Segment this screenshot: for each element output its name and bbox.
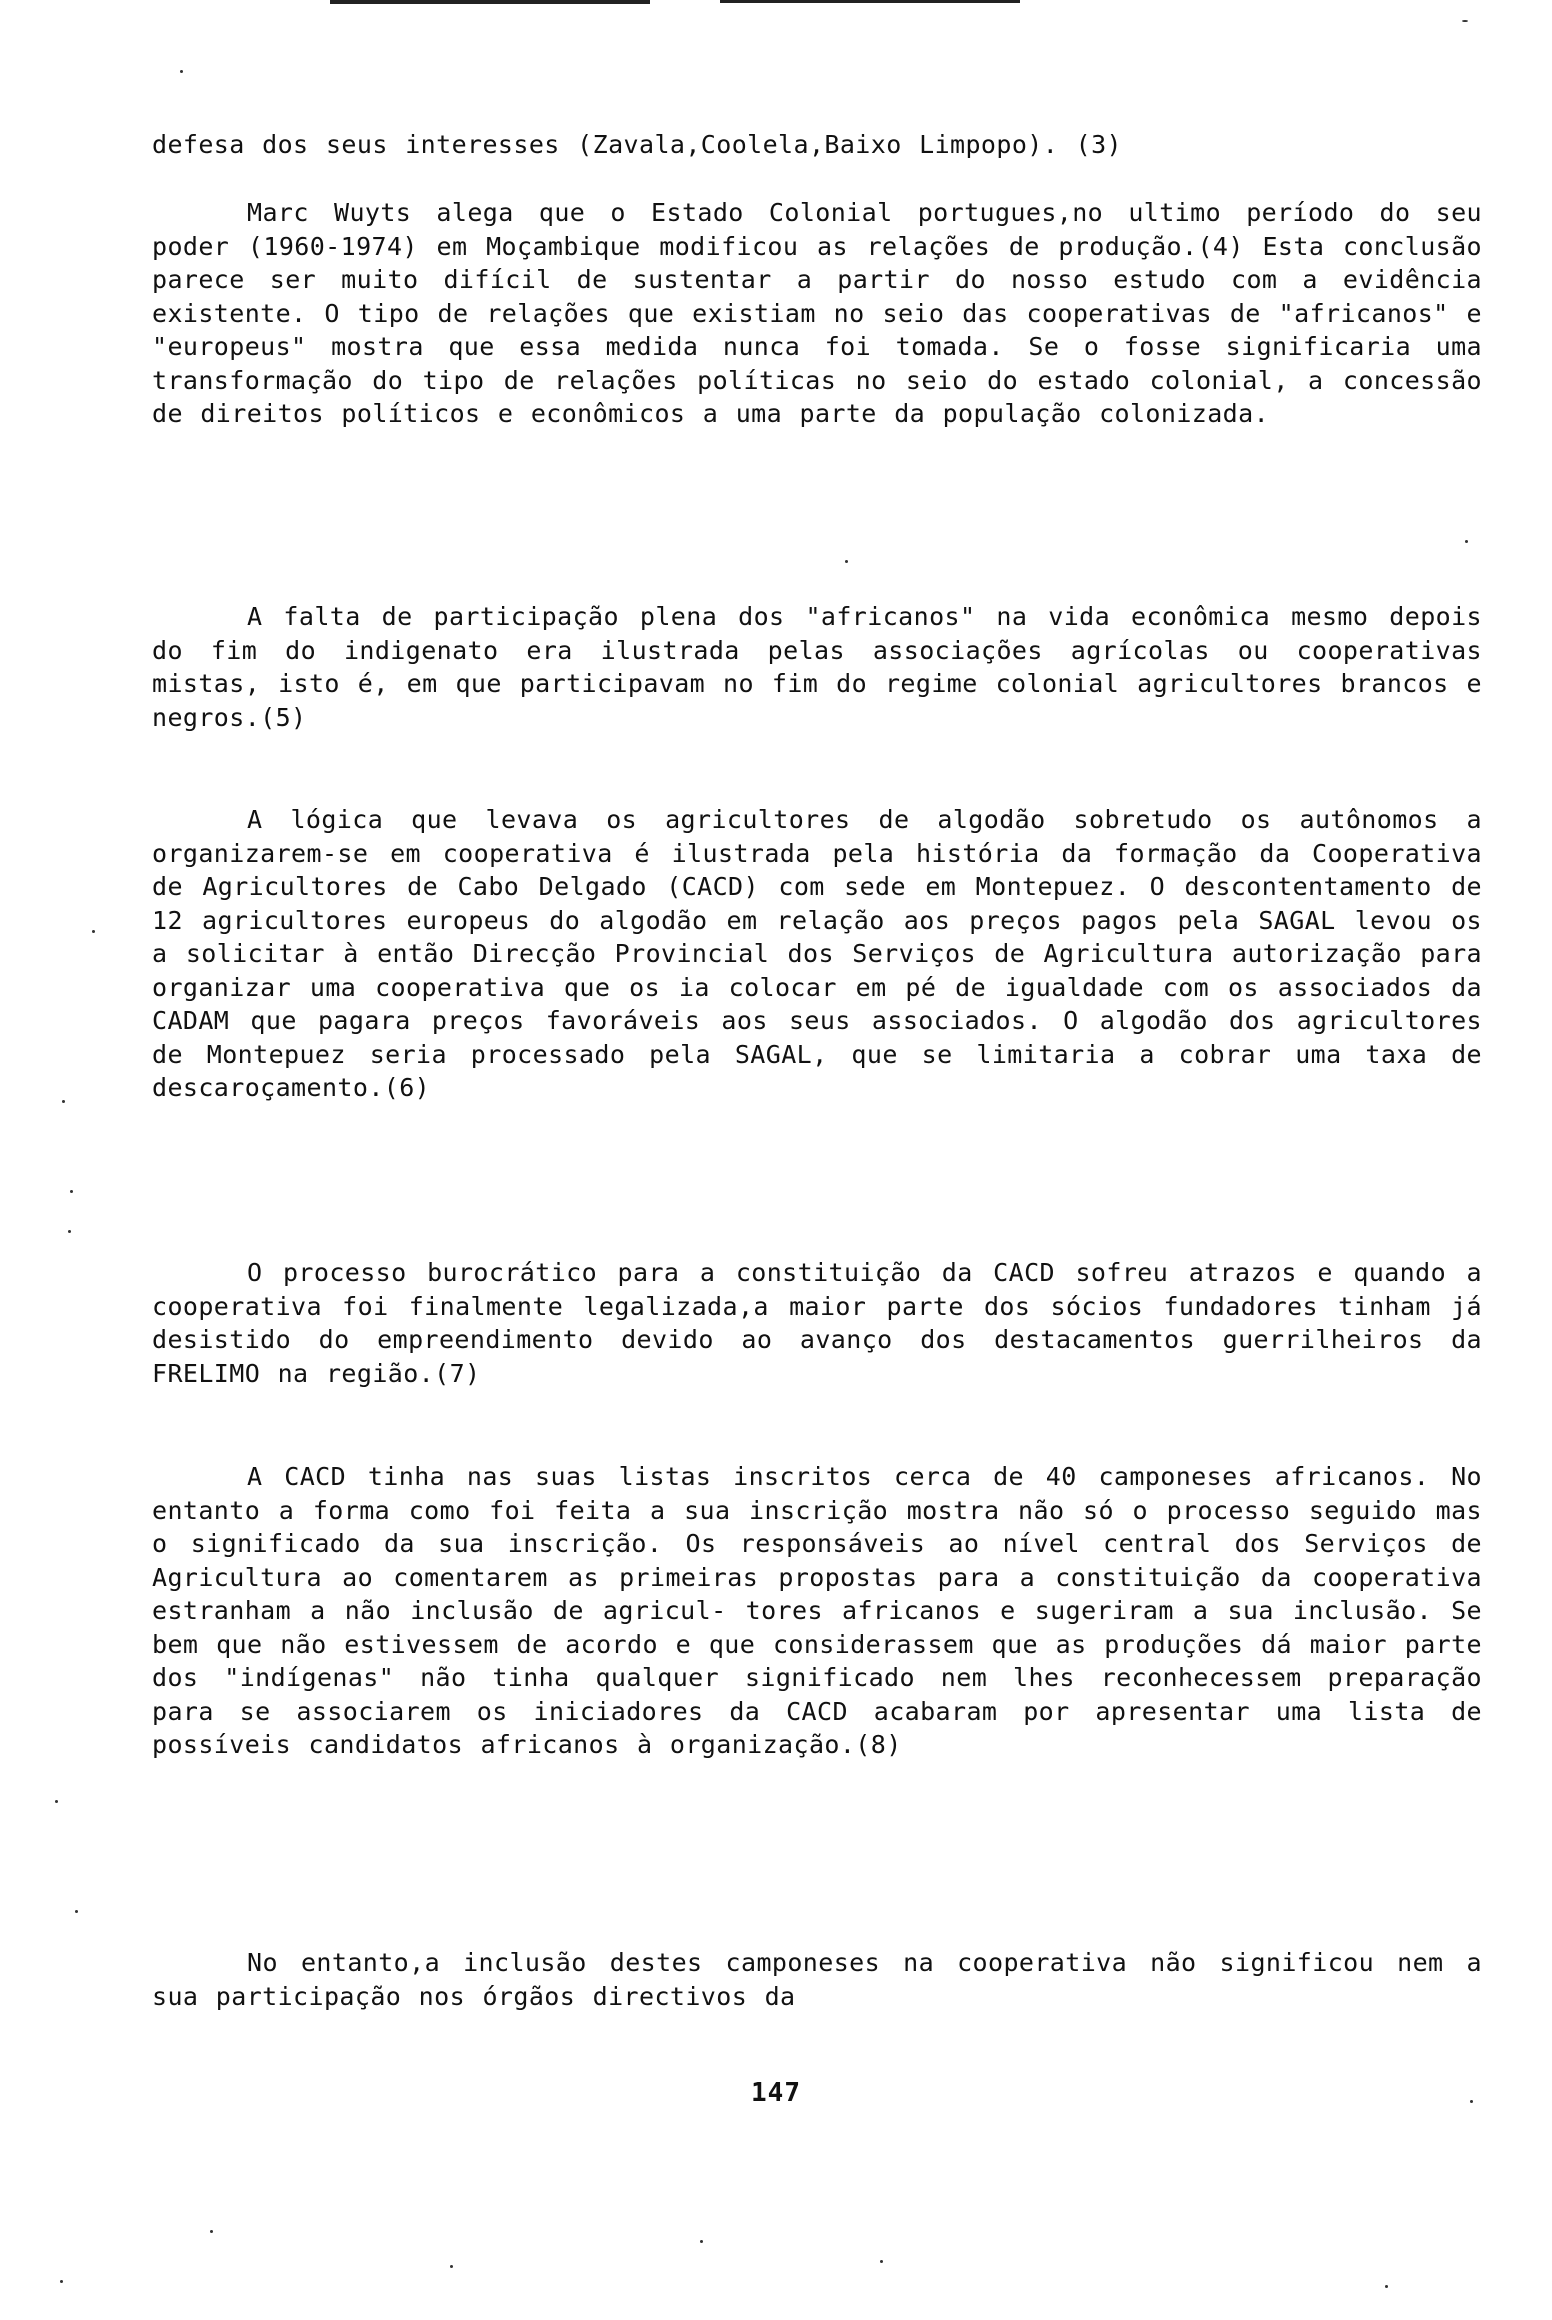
scan-speck <box>60 2280 63 2283</box>
scan-speck <box>75 1910 78 1913</box>
paragraph-3: A falta de participação plena dos "africanos" na vida econômica mesmo depois do fim do indigenato era ilustrada pelas associações agrícolas ou cooperativas mistas, isto é, em que participavam no fim do regime colonial agricultores brancos e negros.(5) <box>152 602 1482 732</box>
paragraph-5: O processo burocrático para a constituição da CACD sofreu atrazos e quando a cooperativa foi finalmente legalizada,a maior parte dos sócios fundadores tinham já desistido do empreendimento devido ao avanço dos destacamentos guerrilheiros da FRELIMO na região.(7) <box>152 1258 1482 1388</box>
scan-speck <box>700 2240 703 2243</box>
paragraph-6: A CACD tinha nas suas listas inscritos cerca de 40 camponeses africanos. No entanto a forma como foi feita a sua inscrição mostra não só o processo seguido mas o significado da sua inscrição. Os responsáveis ao nível central dos Serviços de Agricultura ao comentarem as primeiras propostas para a constituição da cooperativa estranham a não inclusão de agricul- tores africanos e sugeriram a sua inclusão. Se bem que não estivessem de acordo e que considerassem que as produções dá maior parte dos "indígenas" não tinha qualquer significado nem lhes reconhecessem preparação para se associarem os iniciadores da CACD acabaram por apresentar uma lista de possíveis candidatos africanos à organização.(8) <box>152 1462 1482 1759</box>
paragraph-7: No entanto,a inclusão destes camponeses na cooperativa não significou nem a sua participação nos órgãos directivos da <box>152 1948 1482 2011</box>
scan-speck <box>180 70 183 73</box>
scan-speck <box>92 930 95 933</box>
scan-speck <box>70 1190 73 1193</box>
scan-speck <box>68 1230 71 1233</box>
scan-speck <box>845 560 848 563</box>
paragraph-4: A lógica que levava os agricultores de algodão sobretudo os autônomos a organizarem-se em cooperativa é ilustrada pela história da formação da Cooperativa de Agricultores de Cabo Delgado (CACD) com sede em Montepuez. O descontentamento de 12 agricultores europeus do algodão em relação aos preços pagos pela SAGAL levou os a solicitar à então Direcção Provincial dos Serviços de Agricultura autorização para organizar uma cooperativa que os ia colocar em pé de igualdade com os associados da CADAM que pagara preços favoráveis aos seus associados. O algodão dos agricultores de Montepuez seria processado pela SAGAL, que se limitaria a cobrar uma taxa de descaroçamento.(6) <box>152 805 1482 1102</box>
top-edge-rule <box>330 0 650 4</box>
scan-speck <box>210 2230 213 2233</box>
paragraph-1: defesa dos seus interesses (Zavala,Coolela,Baixo Limpopo). (3) <box>152 130 1122 159</box>
scan-speck <box>880 2260 883 2263</box>
scan-speck <box>62 1100 65 1103</box>
scan-speck <box>55 1800 58 1803</box>
scan-speck <box>1462 20 1468 22</box>
scan-speck <box>1465 540 1468 543</box>
scan-speck <box>450 2265 453 2268</box>
page-number: 147 <box>751 2078 801 2108</box>
top-edge-rule <box>720 0 1020 3</box>
scan-speck <box>1385 2285 1388 2288</box>
paragraph-2: Marc Wuyts alega que o Estado Colonial portugues,no ultimo período do seu poder (1960-1974) em Moçambique modificou as relações de produção.(4) Esta conclusão parece ser muito difícil de sustentar a partir do nosso estudo com a evidência existente. O tipo de relações que existiam no seio das cooperativas de "africanos" e "europeus" mostra que essa medida nunca foi tomada. Se o fosse significaria uma transformação do tipo de relações políticas no seio do estado colonial, a concessão de direitos políticos e econômicos a uma parte da população colonizada. <box>152 198 1482 428</box>
